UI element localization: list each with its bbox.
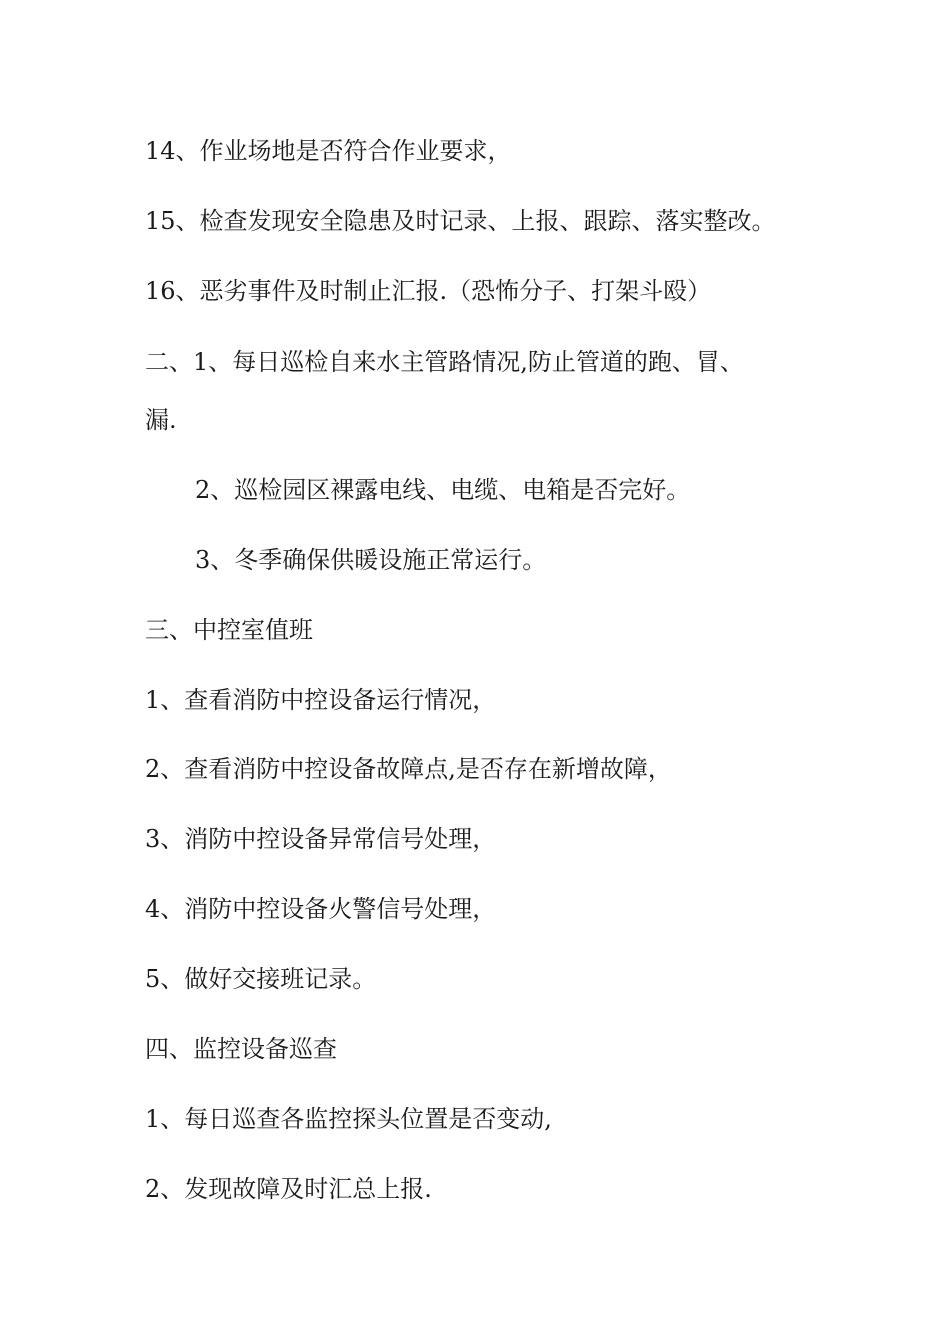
paragraph-item-14: 14、作业场地是否符合作业要求， [145,137,512,165]
section-four-heading: 四、监控设备巡查 [145,1035,337,1063]
paragraph-item-16: 16、恶劣事件及时制止汇报.（恐怖分子、打架斗殴） [145,277,712,305]
section-two-item-3: 3、冬季确保供暖设施正常运行。 [195,546,547,574]
section-three-item-3: 3、消防中控设备异常信号处理， [145,825,497,853]
section-three-item-4: 4、消防中控设备火警信号处理， [145,895,497,923]
section-four-item-2: 2、发现故障及时汇总上报. [145,1175,432,1203]
section-three-item-5: 5、做好交接班记录。 [145,965,377,993]
section-two-item-1-continued: 漏. [145,406,177,434]
section-three-heading: 三、中控室值班 [145,616,313,644]
section-two-item-1: 二、1、每日巡检自来水主管路情况,防止管道的跑、冒、 [145,348,744,376]
section-two-item-2: 2、巡检园区裸露电线、电缆、电箱是否完好。 [195,476,691,504]
section-three-item-1: 1、查看消防中控设备运行情况， [145,686,497,714]
section-four-item-1: 1、每日巡查各监控探头位置是否变动, [145,1105,552,1133]
section-three-item-2: 2、查看消防中控设备故障点,是否存在新增故障， [145,755,672,783]
paragraph-item-15: 15、检查发现安全隐患及时记录、上报、跟踪、落实整改。 [145,207,776,235]
